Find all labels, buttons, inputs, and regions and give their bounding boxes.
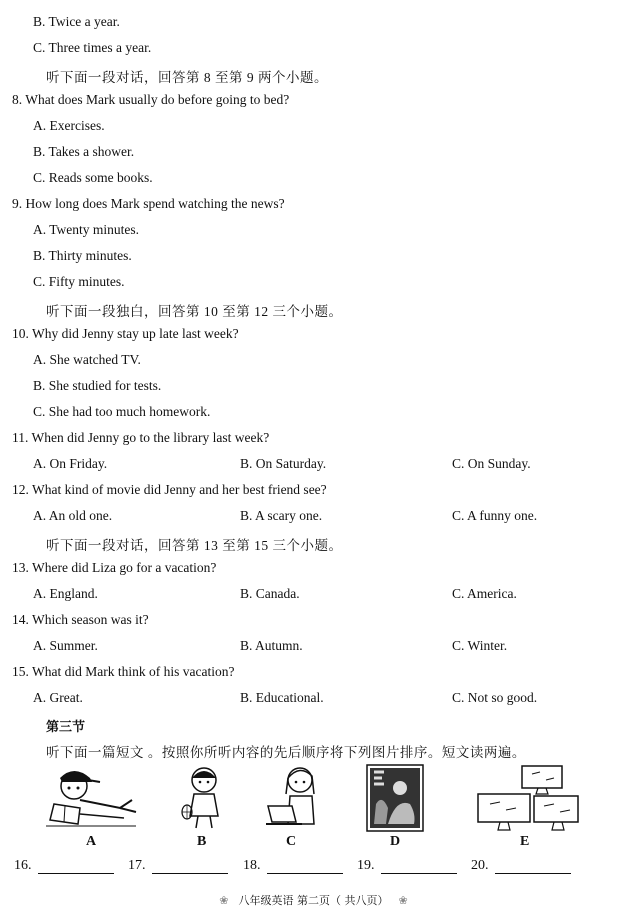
q11-option-a: A. On Friday.	[33, 456, 108, 471]
q8-option-a: A. Exercises.	[33, 118, 105, 133]
answer-19-number: 19.	[357, 858, 375, 873]
answer-18-number: 18.	[243, 858, 261, 873]
q10-option-b: B. She studied for tests.	[33, 378, 162, 393]
q13-option-c: C. America.	[452, 586, 517, 601]
q13-option-a: A. England.	[33, 586, 98, 601]
instruction-q8-9: 听下面一段对话，回答第 8 至第 9 两个小题。	[46, 70, 328, 85]
q10-option-c: C. She had too much homework.	[33, 404, 211, 419]
q11-option-c: C. On Sunday.	[452, 456, 531, 471]
answer-17-number: 17.	[128, 858, 146, 873]
q10-option-a: A. She watched TV.	[33, 352, 141, 367]
picture-b-label: B	[197, 834, 207, 849]
instruction-q13-15: 听下面一段对话，回答第 13 至第 15 三个小题。	[46, 538, 343, 553]
answer-16	[14, 858, 114, 874]
picture-a-label: A	[86, 834, 97, 849]
answer-16-number: 16.	[14, 858, 32, 873]
question-11: 11. When did Jenny go to the library last week?	[12, 430, 270, 445]
answer-17	[128, 858, 228, 874]
picture-d-movie-poster	[366, 764, 424, 832]
answer-19-blank[interactable]	[381, 859, 457, 874]
question-15: 15. What did Mark think of his vacation?	[12, 664, 235, 679]
question-12: 12. What kind of movie did Jenny and her best friend see?	[12, 482, 327, 497]
question-13: 13. Where did Liza go for a vacation?	[12, 560, 217, 575]
question-10: 10. Why did Jenny stay up late last week?	[12, 326, 239, 341]
picture-c-girl-with-laptop	[262, 764, 326, 832]
q12-option-c: C. A funny one.	[452, 508, 538, 523]
footer-text: 八年级英语 第二页（ 共八页）	[238, 894, 389, 907]
q11-option-b: B. On Saturday.	[240, 456, 327, 471]
answer-19	[357, 858, 457, 874]
q13-option-b: B. Canada.	[240, 586, 300, 601]
picture-d-label: D	[390, 834, 401, 849]
instruction-section-3: 听下面一篇短文 。按照你所听内容的先后顺序将下列图片排序。短文读两遍。	[46, 745, 526, 760]
answer-20-blank[interactable]	[495, 859, 571, 874]
q14-option-c: C. Winter.	[452, 638, 508, 653]
q15-option-a: A. Great.	[33, 690, 83, 705]
picture-e-label: E	[520, 834, 530, 849]
q15-option-b: B. Educational.	[240, 690, 324, 705]
q7-option-c: C. Three times a year.	[33, 40, 152, 55]
answer-16-blank[interactable]	[38, 859, 114, 874]
answer-18	[243, 858, 343, 874]
answer-20	[471, 858, 571, 874]
q14-option-b: B. Autumn.	[240, 638, 303, 653]
picture-e-computer-monitors	[476, 764, 580, 832]
page-footer	[0, 892, 627, 908]
picture-b-girl-with-racket	[178, 764, 230, 832]
instruction-q10-12: 听下面一段独白，回答第 10 至第 12 三个小题。	[46, 304, 343, 319]
question-8: 8. What does Mark usually do before going to bed?	[12, 92, 290, 107]
flower-ornament-icon: ❀	[398, 894, 408, 907]
picture-a-child-reading	[40, 764, 140, 832]
question-9: 9. How long does Mark spend watching the news?	[12, 196, 285, 211]
q12-option-b: B. A scary one.	[240, 508, 323, 523]
answer-20-number: 20.	[471, 858, 489, 873]
flower-ornament-icon: ❀	[219, 894, 229, 907]
q15-option-c: C. Not so good.	[452, 690, 538, 705]
question-14: 14. Which season was it?	[12, 612, 149, 627]
q7-option-b: B. Twice a year.	[33, 14, 120, 29]
q8-option-b: B. Takes a shower.	[33, 144, 135, 159]
answer-18-blank[interactable]	[267, 859, 343, 874]
answer-17-blank[interactable]	[152, 859, 228, 874]
q12-option-a: A. An old one.	[33, 508, 113, 523]
q9-option-c: C. Fifty minutes.	[33, 274, 125, 289]
q9-option-b: B. Thirty minutes.	[33, 248, 132, 263]
section-3-heading: 第三节	[46, 720, 86, 735]
q14-option-a: A. Summer.	[33, 638, 98, 653]
picture-c-label: C	[286, 834, 297, 849]
q8-option-c: C. Reads some books.	[33, 170, 153, 185]
q9-option-a: A. Twenty minutes.	[33, 222, 140, 237]
